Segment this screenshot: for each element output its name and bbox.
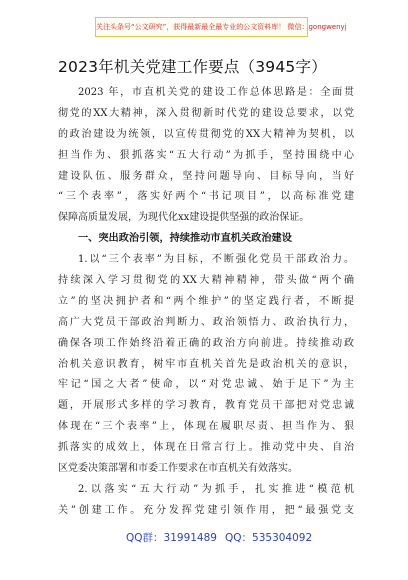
section-heading: 一、突出政治引领，持续推动市直机关政治建设 (78, 233, 292, 245)
paragraph-line: 体现在“三个表率”上，体现在履职尽责、担当作为、狠 (58, 421, 354, 433)
paragraph-line: “三个表率”，落实好两个“书记项目”，以高标准党建 (58, 191, 354, 203)
paragraph-line: 1.以“三个表率”为目标，不断强化党员干部政治力。 (78, 254, 354, 266)
paragraph-line: 立”的坚决拥护者和“两个维护”的坚定践行者，不断提 (58, 295, 354, 307)
paragraph-line: 关”创建工作。充分发挥党建引领作用，把“最强党支 (58, 504, 354, 516)
paragraph-line: 彻党的XX大精神，深入贯彻新时代党的建设总要求，以党 (58, 107, 354, 119)
paragraph-line: 确保各项工作始终沿着正确的政治方向前进。持续推动政 (58, 337, 354, 349)
promo-banner (95, 17, 347, 37)
paragraph-line: 的政治建设为统领，以宣传贯彻党的XX大精神为契机，以 (58, 128, 354, 140)
paragraph-line: 担当作为、狠抓落实“五大行动”为抓手，坚持围绕中心 (58, 149, 354, 161)
footer-contact (0, 530, 408, 546)
paragraph-line: 牢记“国之大者”使命，以“对党忠诚、始于足下”为主 (58, 379, 354, 391)
paragraph-line: 区党委决策部署和市委工作要求在市直机关有效落实。 (58, 463, 298, 475)
paragraph-line: 2023 年，市直机关党的建设工作总体思路是：全面贯 (78, 87, 354, 98)
paragraph-line: 保障高质量发展，为现代化xx建设提供坚强的政治保证。 (58, 212, 310, 224)
paragraph-line: 建设队伍、服务群众，坚持问题导向、目标导向，当好 (58, 170, 354, 182)
qq-group-number: QQ群：31991489 (126, 532, 217, 544)
paragraph-line: 2.以落实“五大行动”为抓手，扎实推进“模范机 (78, 483, 354, 495)
paragraph-line: 持续深入学习贯彻党的XX大精神精神，带头做“两个确 (58, 275, 354, 287)
paragraph-line: 题，开展形式多样的学习教育，教育党员干部把对党忠诚 (58, 400, 354, 412)
paragraph-line: 抓落实的成效上，体现在日常言行上。推动党中央、自治 (58, 442, 354, 454)
document-title: 2023年机关党建工作要点（3945字） (58, 58, 327, 76)
promo-banner-text: 关注头条号“公文研究”，获得最新最全最专业的公文资料库！ 微信：gongwenyj (96, 23, 347, 31)
paragraph-line: 高广大党员干部政治判断力、政治领悟力、政治执行力， (58, 316, 354, 328)
document-body (58, 83, 354, 522)
qq-number: QQ：535304092 (225, 532, 313, 544)
paragraph-line: 治机关意识教育，树牢市直机关首先是政治机关的意识， (58, 358, 354, 370)
